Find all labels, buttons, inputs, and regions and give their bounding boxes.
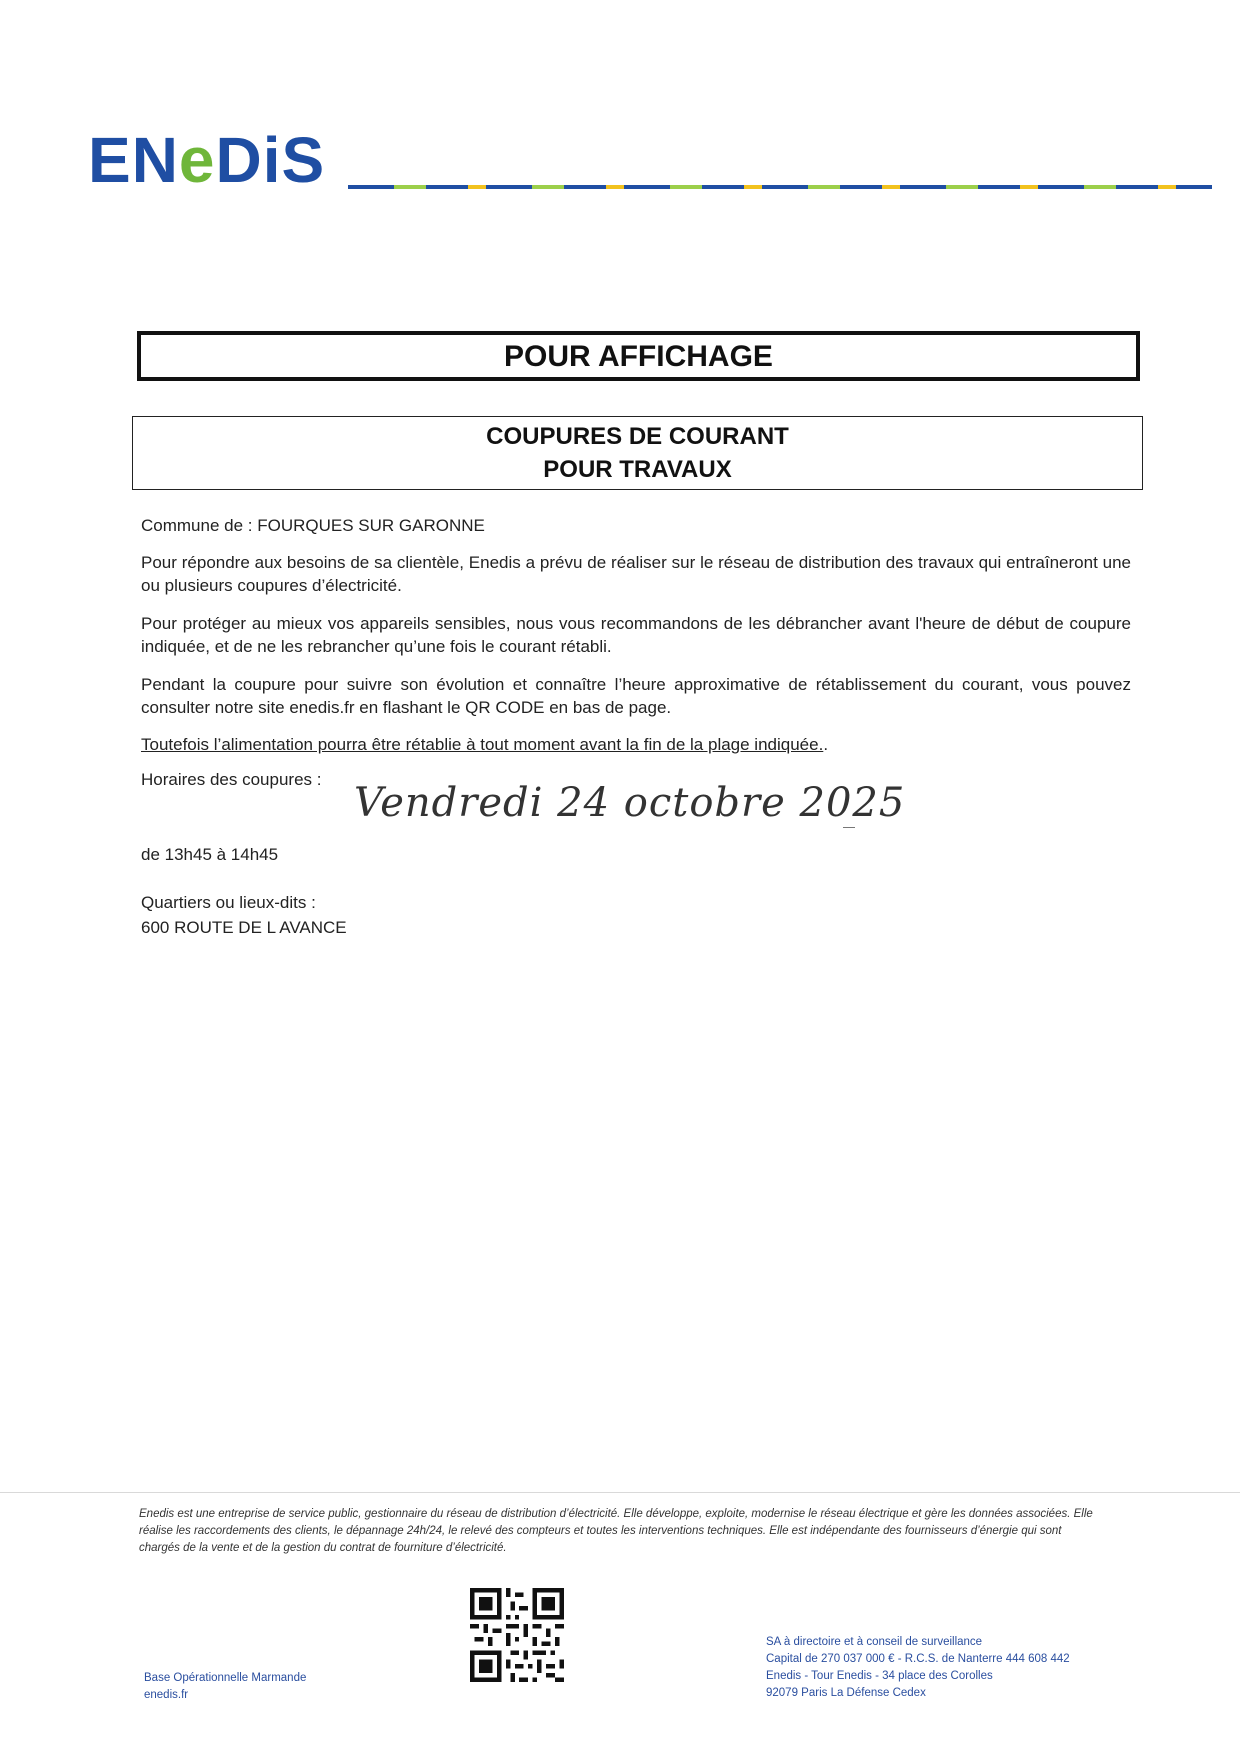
base-info xyxy=(144,1670,306,1704)
protection-paragraph: Pour protéger au mieux vos appareils sensibles, nous vous recommandons de les débrancher avant l'heure de début de coupure indiquée, et de ne les rebrancher qu’une fois le courant rétabli. xyxy=(141,614,1131,656)
handwritten-date: Vendredi 24 octobre 2025 xyxy=(354,780,906,826)
quartiers-value: 600 ROUTE DE L AVANCE xyxy=(141,918,347,937)
subtitle-box xyxy=(132,416,1143,490)
qr-code-icon[interactable] xyxy=(470,1588,564,1682)
corporate-line-2: Capital de 270 037 000 € - R.C.S. de Nanterre 444 608 442 xyxy=(766,1653,1070,1665)
base-office: Base Opérationnelle Marmande xyxy=(144,1672,307,1684)
logo-divider xyxy=(348,185,1212,189)
horaires-label: Horaires des coupures : xyxy=(141,770,322,789)
corporate-line-1: SA à directoire et à conseil de surveillance xyxy=(766,1636,983,1648)
website-link[interactable]: enedis.fr xyxy=(144,1689,189,1701)
corporate-info xyxy=(766,1634,1070,1702)
page-title-box xyxy=(137,331,1140,381)
intro-paragraph: Pour répondre aux besoins de sa clientèle, Enedis a prévu de réaliser sur le réseau de distribution des travaux qui entraîneront une ou plusieurs coupures d’électricité. xyxy=(141,553,1131,595)
corporate-line-4: 92079 Paris La Défense Cedex xyxy=(766,1687,926,1699)
logo-text-part3: DiS xyxy=(215,124,326,196)
page-title: POUR AFFICHAGE xyxy=(504,340,773,373)
logo-text-part1: EN xyxy=(88,124,179,196)
legal-notice: Enedis est une entreprise de service public, gestionnaire du réseau de distribution d’électricité. Elle développe, exploite, modernise le réseau électrique et gère les données associées. Elle réalise les raccordements des clients, le dépannage 24h/24, le relevé des compteurs et toutes les interventions techniques. Elle est indépendante des fournisseurs d’énergie qui sont chargés de la vente et de la gestion du contrat de fourniture d’électricité. xyxy=(139,1508,1093,1554)
warning-text: Toutefois l’alimentation pourra être rétablie à tout moment avant la fin de la plage indiquée. xyxy=(141,735,824,754)
subtitle-line-1: COUPURES DE COURANT xyxy=(486,423,789,450)
warning-text-end: . xyxy=(823,735,829,754)
quartiers-label: Quartiers ou lieux-dits : xyxy=(141,893,316,912)
subtitle-line-2: POUR TRAVAUX xyxy=(543,456,732,483)
corporate-line-3: Enedis - Tour Enedis - 34 place des Corolles xyxy=(766,1670,993,1682)
time-range: de 13h45 à 14h45 xyxy=(141,845,279,864)
monitoring-paragraph: Pendant la coupure pour suivre son évolution et connaître l’heure approximative de rétablissement du courant, vous pouvez consulter notre site enedis.fr en flashant le QR CODE en bas de page. xyxy=(141,675,1131,717)
warning-line xyxy=(141,733,1131,756)
commune-line: Commune de : FOURQUES SUR GARONNE xyxy=(141,516,485,535)
enedis-logo xyxy=(88,124,326,196)
footer-divider xyxy=(0,1492,1240,1493)
logo-text-part2: e xyxy=(178,124,216,196)
handwritten-stroke xyxy=(843,827,855,828)
